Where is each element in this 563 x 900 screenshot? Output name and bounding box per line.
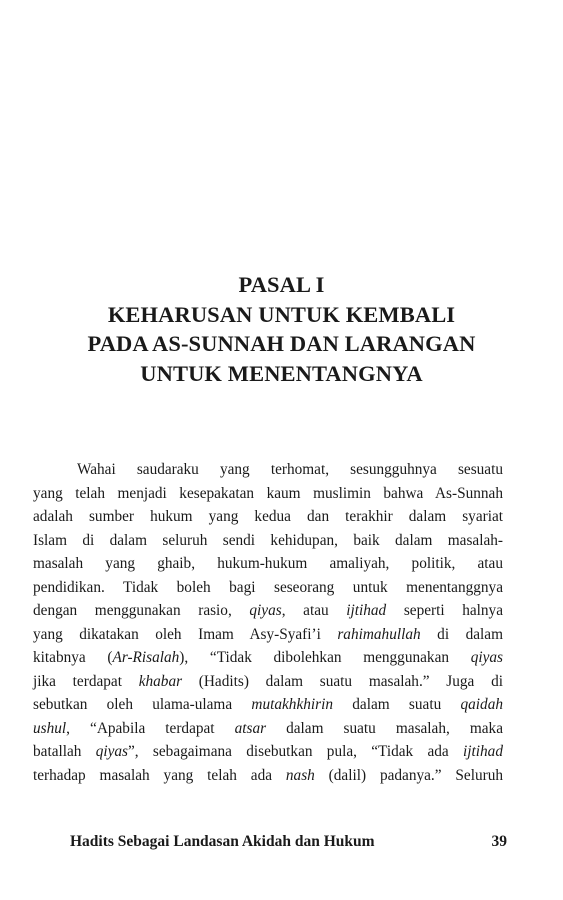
text-run: Islam di dalam seluruh sendi kehidupan, baik dalam masalah- bbox=[33, 531, 503, 549]
text-run: terhadap masalah yang telah ada bbox=[33, 766, 286, 784]
chapter-title-line: PADA AS-SUNNAH DAN LARANGAN bbox=[87, 331, 476, 356]
paragraph-line bbox=[33, 740, 503, 764]
paragraph-line bbox=[33, 482, 503, 506]
text-run: (Hadits) dalam suatu masalah.” Juga di bbox=[182, 672, 503, 690]
paragraph-line bbox=[33, 529, 503, 553]
text-run: (dalil) padanya.” Seluruh bbox=[314, 766, 503, 784]
italic-term: ushul bbox=[33, 719, 67, 737]
running-title: Hadits Sebagai Landasan Akidah dan Hukum bbox=[70, 833, 375, 850]
text-run: dengan menggunakan rasio, bbox=[33, 602, 250, 619]
paragraph-line bbox=[33, 552, 503, 576]
text-run: masalah yang ghaib, hukum-hukum amaliyah, politik, atau bbox=[33, 555, 503, 572]
paragraph-line bbox=[33, 623, 503, 647]
text-run: seperti halnya bbox=[386, 602, 503, 619]
chapter-heading bbox=[0, 270, 563, 388]
italic-term: qaidah bbox=[460, 696, 503, 713]
italic-term: nash bbox=[285, 766, 315, 784]
text-run: ), “Tidak dibolehkan menggunakan bbox=[179, 649, 471, 666]
paragraph-line bbox=[33, 599, 503, 623]
italic-term: qiyas bbox=[95, 743, 129, 760]
paragraph-line bbox=[33, 717, 503, 741]
text-run: Wahai saudaraku yang terhomat, sesungguhnya sesuatu bbox=[77, 461, 503, 478]
text-run: jika terdapat bbox=[33, 672, 139, 690]
text-run: pendidikan. Tidak boleh bagi seseorang untuk menentanggnya bbox=[33, 578, 503, 596]
body-paragraph bbox=[33, 458, 503, 787]
chapter-title-line: KEHARUSAN UNTUK KEMBALI bbox=[107, 301, 456, 327]
italic-term: qiyas bbox=[470, 649, 503, 666]
paragraph-line bbox=[33, 646, 503, 670]
italic-term: Ar-Risalah bbox=[112, 649, 180, 666]
paragraph-line bbox=[33, 458, 503, 482]
italic-term: khabar bbox=[138, 672, 183, 690]
text-run: ”, sebagaimana disebutkan pula, “Tidak ada bbox=[128, 743, 464, 760]
paragraph-line bbox=[33, 764, 503, 788]
chapter-number: PASAL I bbox=[238, 272, 325, 297]
italic-term: atsar bbox=[234, 719, 267, 737]
text-run: dalam suatu bbox=[332, 696, 461, 713]
text-run: , atau bbox=[281, 602, 347, 619]
text-run: kitabnya ( bbox=[33, 649, 113, 666]
paragraph-line bbox=[33, 576, 503, 600]
page-number: 39 bbox=[491, 833, 507, 850]
text-run: sebutkan oleh ulama-ulama bbox=[33, 696, 252, 713]
paragraph-line bbox=[33, 693, 503, 717]
chapter-title-line: UNTUK MENENTANGNYA bbox=[140, 360, 423, 386]
paragraph-line bbox=[33, 505, 503, 529]
text-run: , “Apabila terdapat bbox=[66, 719, 235, 737]
italic-term: mutakhkhirin bbox=[251, 696, 333, 713]
paragraph-line bbox=[33, 670, 503, 694]
text-run: batallah bbox=[33, 743, 96, 760]
page-footer bbox=[70, 833, 507, 851]
italic-term: ijtihad bbox=[463, 743, 503, 760]
text-run: yang dikatakan oleh Imam Asy-Syafi’i bbox=[33, 625, 338, 643]
text-run: dalam suatu masalah, maka bbox=[266, 719, 503, 737]
text-run: yang telah menjadi kesepakatan kaum muslimin bahwa As-Sunnah bbox=[33, 484, 503, 502]
text-run: adalah sumber hukum yang kedua dan terakhir dalam syariat bbox=[33, 508, 503, 525]
italic-term: rahimahullah bbox=[337, 625, 421, 643]
text-run: di dalam bbox=[420, 625, 503, 643]
italic-term: qiyas bbox=[249, 602, 282, 619]
italic-term: ijtihad bbox=[346, 602, 387, 619]
